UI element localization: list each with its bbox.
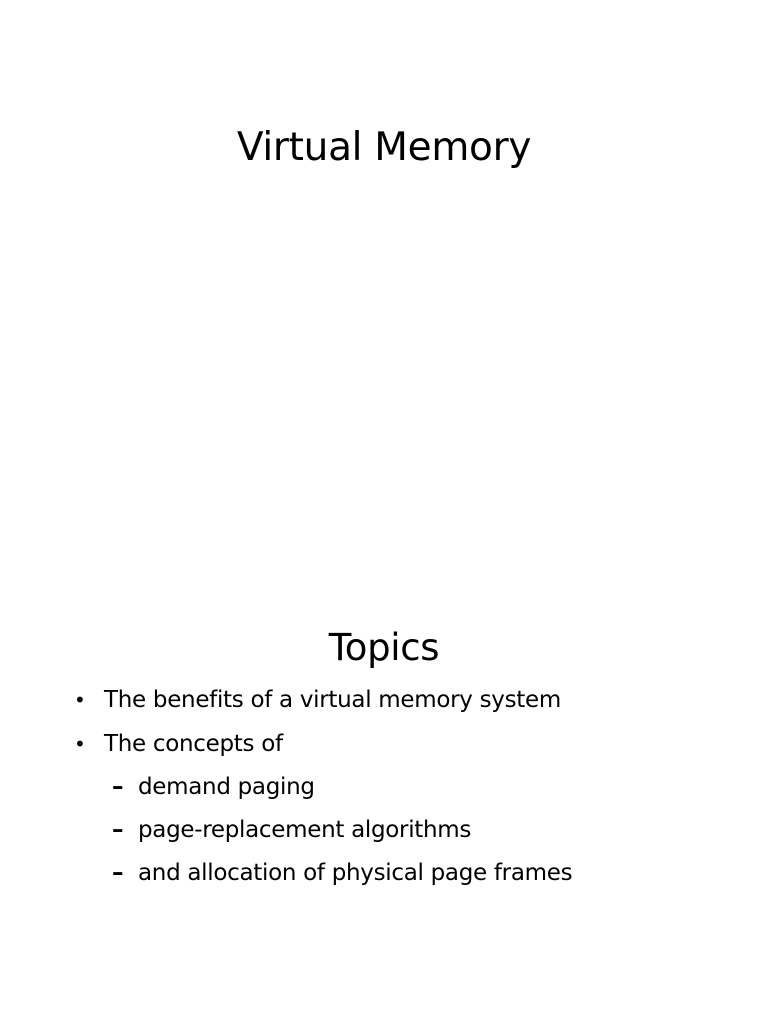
sub-bullet-text: and allocation of physical page frames — [138, 860, 573, 886]
slide-1-title: Virtual Memory — [236, 125, 532, 170]
dash-icon: – — [112, 817, 124, 843]
dash-icon: – — [112, 860, 124, 886]
bullet-dot-icon: • — [74, 732, 86, 756]
slide-2-title: Topics — [328, 626, 440, 669]
slide-2 — [0, 576, 768, 1024]
sub-bullet-text: page-replacement algorithms — [138, 817, 472, 843]
bullet-text: The benefits of a virtual memory system — [104, 687, 561, 713]
sub-bullet-text: demand paging — [138, 774, 315, 800]
dash-icon: – — [112, 774, 124, 800]
bullet-dot-icon: • — [74, 688, 86, 712]
bullet-text: The concepts of — [104, 731, 283, 757]
